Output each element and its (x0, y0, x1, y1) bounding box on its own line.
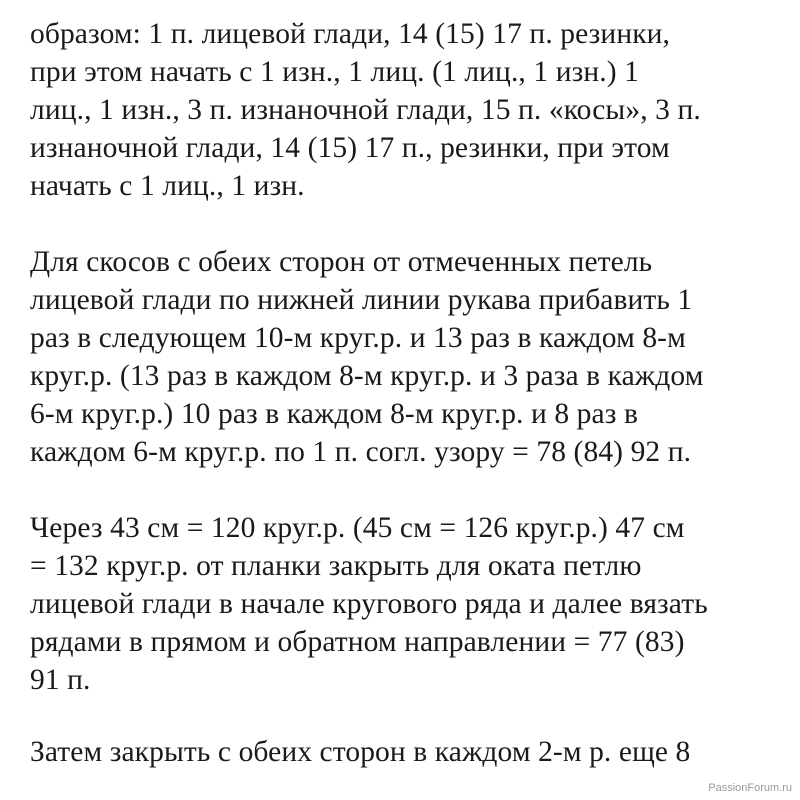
paragraph-1-line-5: начать с 1 лиц., 1 изн. (30, 170, 305, 202)
paragraph-3-line-4: рядами в прямом и обратном направлении = 77 (83) (30, 626, 685, 658)
paragraph-2-line-2: лицевой глади по нижней линии рукава прибавить 1 (30, 284, 693, 316)
watermark: PassionForum.ru (708, 782, 792, 794)
paragraph-3-line-5: 91 п. (30, 664, 91, 696)
paragraph-1-line-1: образом: 1 п. лицевой глади, 14 (15) 17 п. резинки, (30, 18, 670, 50)
paragraph-1-line-2: при этом начать с 1 изн., 1 лиц. (1 лиц., 1 изн.) 1 (30, 56, 639, 88)
paragraph-2-line-5: 6-м круг.р.) 10 раз в каждом 8-м круг.р. и 8 раз в (30, 398, 638, 430)
paragraph-2-line-6: каждом 6-м круг.р. по 1 п. согл. узору = 78 (84) 92 п. (30, 436, 692, 468)
paragraph-1-line-3: лиц., 1 изн., 3 п. изнаночной глади, 15 п. «косы», 3 п. (30, 94, 701, 126)
paragraph-2-line-3: раз в следующем 10-м круг.р. и 13 раз в каждом 8-м (30, 322, 686, 354)
paragraph-3-line-1: Через 43 см = 120 круг.р. (45 см = 126 круг.р.) 47 см (30, 512, 685, 544)
paragraph-1-line-4: изнаночной глади, 14 (15) 17 п., резинки, при этом (30, 132, 670, 164)
paragraph-2-line-1: Для скосов с обеих сторон от отмеченных петель (30, 246, 653, 278)
paragraph-3-line-2: = 132 круг.р. от планки закрыть для оката петлю (30, 550, 642, 582)
paragraph-4-line-1: Затем закрыть с обеих сторон в каждом 2-м р. еще 8 (30, 736, 691, 768)
paragraph-3-line-3: лицевой глади в начале кругового ряда и далее вязать (30, 588, 708, 620)
paragraph-2-line-4: круг.р. (13 раз в каждом 8-м круг.р. и 3 раза в каждом (30, 360, 704, 392)
